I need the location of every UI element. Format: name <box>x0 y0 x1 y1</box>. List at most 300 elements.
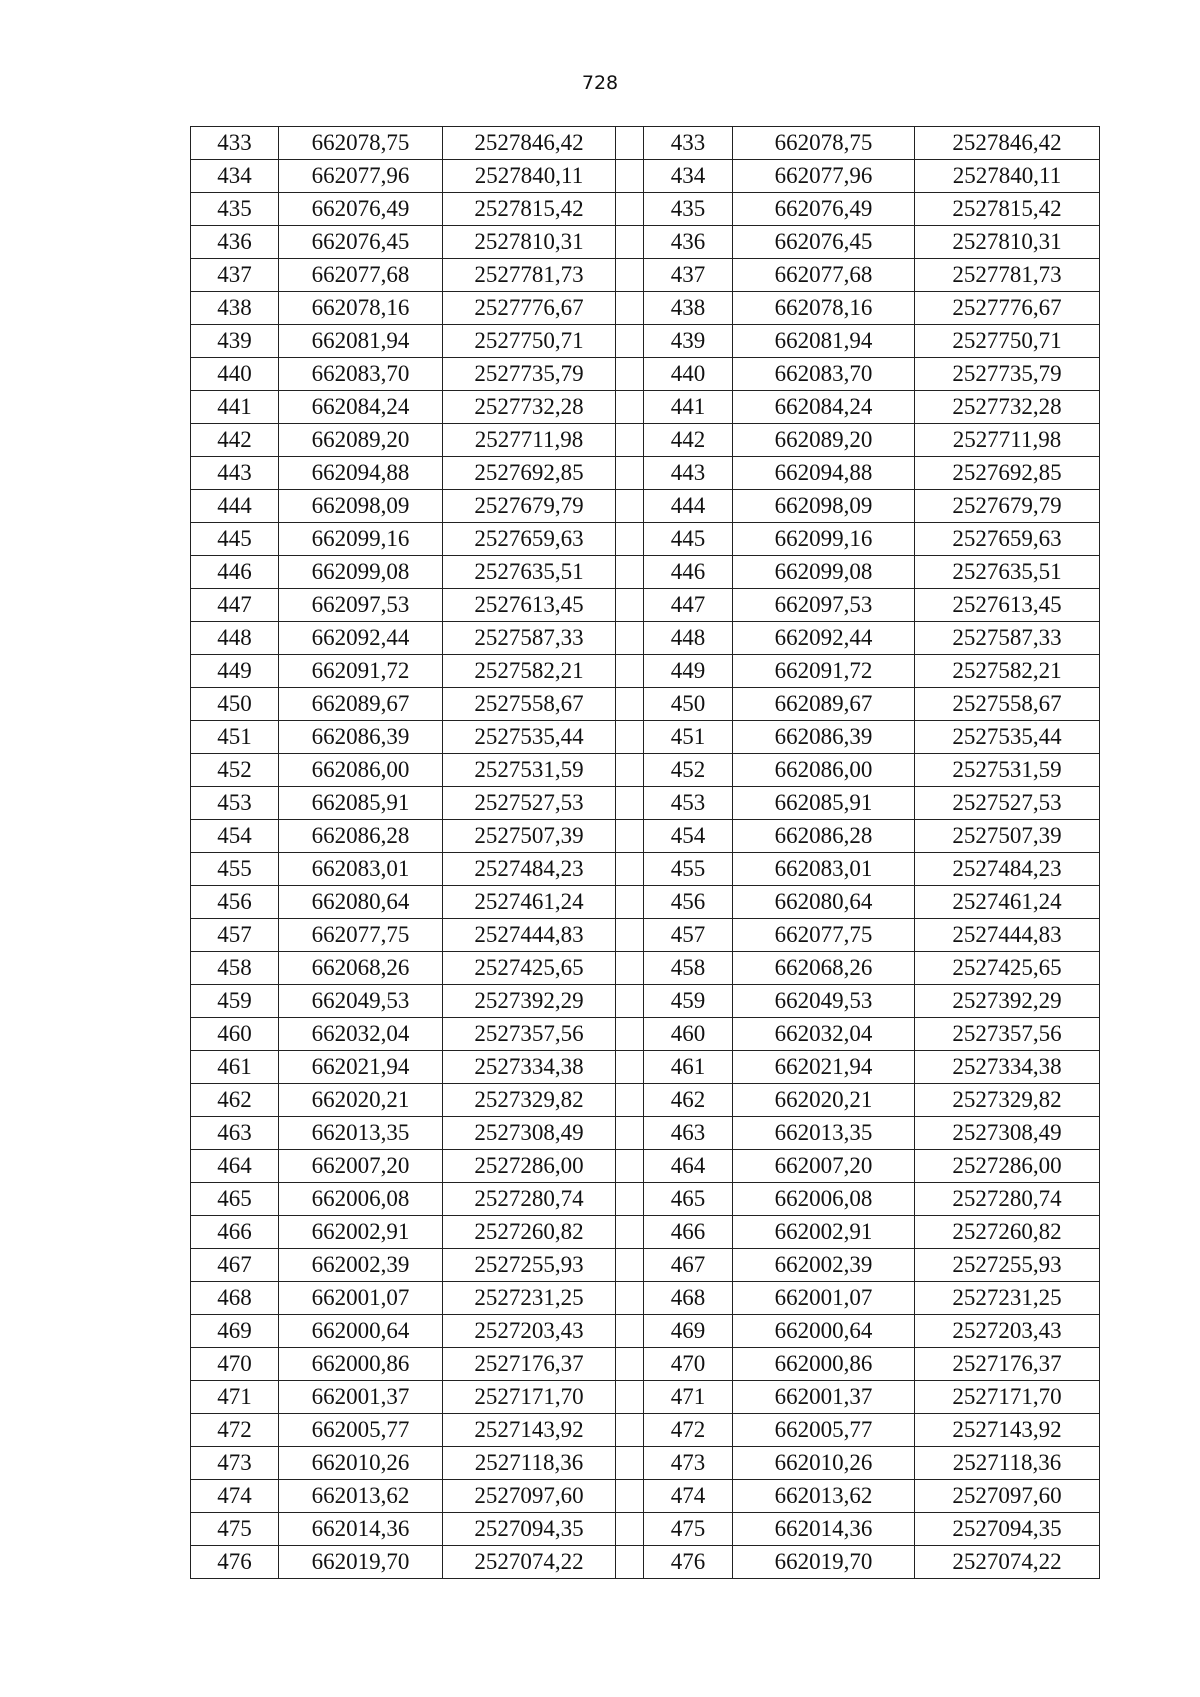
point-number-left-cell: 463 <box>191 1117 279 1150</box>
x-coordinate-left-cell: 662099,16 <box>279 523 443 556</box>
separator-cell-cell <box>616 1381 644 1414</box>
y-coordinate-right-cell: 2527484,23 <box>915 853 1100 886</box>
y-coordinate-right-cell: 2527461,24 <box>915 886 1100 919</box>
y-coordinate-right-cell: 2527171,70 <box>915 1381 1100 1414</box>
separator-cell-cell <box>616 688 644 721</box>
point-number-left-cell: 439 <box>191 325 279 358</box>
table-row <box>191 721 1100 754</box>
x-coordinate-right-cell: 662032,04 <box>733 1018 915 1051</box>
point-number-left-cell: 472 <box>191 1414 279 1447</box>
separator-cell-cell <box>616 556 644 589</box>
separator-cell-cell <box>616 754 644 787</box>
y-coordinate-left-cell: 2527527,53 <box>443 787 616 820</box>
x-coordinate-right-cell: 662020,21 <box>733 1084 915 1117</box>
x-coordinate-right-cell: 662076,49 <box>733 193 915 226</box>
table-row <box>191 127 1100 160</box>
separator-cell-cell <box>616 292 644 325</box>
x-coordinate-left-cell: 662013,62 <box>279 1480 443 1513</box>
y-coordinate-right-cell: 2527735,79 <box>915 358 1100 391</box>
point-number-left-cell: 449 <box>191 655 279 688</box>
x-coordinate-right-cell: 662014,36 <box>733 1513 915 1546</box>
point-number-right-cell: 471 <box>644 1381 733 1414</box>
y-coordinate-right-cell: 2527750,71 <box>915 325 1100 358</box>
point-number-left-cell: 464 <box>191 1150 279 1183</box>
point-number-left-cell: 448 <box>191 622 279 655</box>
point-number-left-cell: 476 <box>191 1546 279 1579</box>
point-number-right-cell: 439 <box>644 325 733 358</box>
point-number-left-cell: 451 <box>191 721 279 754</box>
x-coordinate-right-cell: 662049,53 <box>733 985 915 1018</box>
y-coordinate-left-cell: 2527231,25 <box>443 1282 616 1315</box>
separator-cell-cell <box>616 1084 644 1117</box>
point-number-left-cell: 470 <box>191 1348 279 1381</box>
y-coordinate-right-cell: 2527097,60 <box>915 1480 1100 1513</box>
separator-cell-cell <box>616 1513 644 1546</box>
x-coordinate-left-cell: 662007,20 <box>279 1150 443 1183</box>
point-number-left-cell: 458 <box>191 952 279 985</box>
x-coordinate-right-cell: 662077,75 <box>733 919 915 952</box>
point-number-left-cell: 461 <box>191 1051 279 1084</box>
x-coordinate-left-cell: 662013,35 <box>279 1117 443 1150</box>
point-number-right-cell: 442 <box>644 424 733 457</box>
table-row <box>191 259 1100 292</box>
separator-cell-cell <box>616 127 644 160</box>
point-number-right-cell: 463 <box>644 1117 733 1150</box>
point-number-left-cell: 454 <box>191 820 279 853</box>
x-coordinate-left-cell: 662077,96 <box>279 160 443 193</box>
point-number-right-cell: 448 <box>644 622 733 655</box>
table-row <box>191 1282 1100 1315</box>
y-coordinate-left-cell: 2527176,37 <box>443 1348 616 1381</box>
table-row <box>191 1546 1100 1579</box>
y-coordinate-right-cell: 2527255,93 <box>915 1249 1100 1282</box>
x-coordinate-left-cell: 662000,64 <box>279 1315 443 1348</box>
separator-cell-cell <box>616 1183 644 1216</box>
x-coordinate-left-cell: 662077,75 <box>279 919 443 952</box>
separator-cell-cell <box>616 886 644 919</box>
table-row <box>191 325 1100 358</box>
separator-cell-cell <box>616 1117 644 1150</box>
y-coordinate-right-cell: 2527425,65 <box>915 952 1100 985</box>
table-row <box>191 655 1100 688</box>
separator-cell-cell <box>616 1018 644 1051</box>
separator-cell-cell <box>616 523 644 556</box>
y-coordinate-right-cell: 2527679,79 <box>915 490 1100 523</box>
x-coordinate-right-cell: 662002,39 <box>733 1249 915 1282</box>
separator-cell-cell <box>616 919 644 952</box>
x-coordinate-left-cell: 662032,04 <box>279 1018 443 1051</box>
x-coordinate-left-cell: 662049,53 <box>279 985 443 1018</box>
point-number-left-cell: 467 <box>191 1249 279 1282</box>
point-number-right-cell: 450 <box>644 688 733 721</box>
x-coordinate-right-cell: 662000,64 <box>733 1315 915 1348</box>
point-number-right-cell: 443 <box>644 457 733 490</box>
y-coordinate-right-cell: 2527659,63 <box>915 523 1100 556</box>
point-number-left-cell: 460 <box>191 1018 279 1051</box>
y-coordinate-left-cell: 2527711,98 <box>443 424 616 457</box>
point-number-left-cell: 450 <box>191 688 279 721</box>
point-number-right-cell: 434 <box>644 160 733 193</box>
x-coordinate-right-cell: 662097,53 <box>733 589 915 622</box>
y-coordinate-right-cell: 2527846,42 <box>915 127 1100 160</box>
y-coordinate-left-cell: 2527171,70 <box>443 1381 616 1414</box>
table-row <box>191 358 1100 391</box>
point-number-left-cell: 471 <box>191 1381 279 1414</box>
x-coordinate-left-cell: 662083,01 <box>279 853 443 886</box>
x-coordinate-right-cell: 662000,86 <box>733 1348 915 1381</box>
x-coordinate-left-cell: 662014,36 <box>279 1513 443 1546</box>
page-number: 728 <box>581 72 619 94</box>
x-coordinate-right-cell: 662007,20 <box>733 1150 915 1183</box>
table-row <box>191 589 1100 622</box>
table-row <box>191 1084 1100 1117</box>
y-coordinate-right-cell: 2527143,92 <box>915 1414 1100 1447</box>
y-coordinate-right-cell: 2527308,49 <box>915 1117 1100 1150</box>
x-coordinate-right-cell: 662099,16 <box>733 523 915 556</box>
y-coordinate-left-cell: 2527815,42 <box>443 193 616 226</box>
x-coordinate-left-cell: 662021,94 <box>279 1051 443 1084</box>
y-coordinate-right-cell: 2527810,31 <box>915 226 1100 259</box>
y-coordinate-left-cell: 2527659,63 <box>443 523 616 556</box>
x-coordinate-left-cell: 662002,39 <box>279 1249 443 1282</box>
point-number-right-cell: 444 <box>644 490 733 523</box>
x-coordinate-left-cell: 662092,44 <box>279 622 443 655</box>
x-coordinate-left-cell: 662076,49 <box>279 193 443 226</box>
point-number-left-cell: 442 <box>191 424 279 457</box>
point-number-right-cell: 472 <box>644 1414 733 1447</box>
table-row <box>191 1216 1100 1249</box>
y-coordinate-left-cell: 2527692,85 <box>443 457 616 490</box>
x-coordinate-right-cell: 662078,75 <box>733 127 915 160</box>
x-coordinate-right-cell: 662006,08 <box>733 1183 915 1216</box>
y-coordinate-left-cell: 2527255,93 <box>443 1249 616 1282</box>
x-coordinate-left-cell: 662019,70 <box>279 1546 443 1579</box>
x-coordinate-right-cell: 662010,26 <box>733 1447 915 1480</box>
point-number-left-cell: 445 <box>191 523 279 556</box>
y-coordinate-right-cell: 2527118,36 <box>915 1447 1100 1480</box>
x-coordinate-left-cell: 662002,91 <box>279 1216 443 1249</box>
separator-cell-cell <box>616 1315 644 1348</box>
x-coordinate-right-cell: 662001,37 <box>733 1381 915 1414</box>
y-coordinate-left-cell: 2527260,82 <box>443 1216 616 1249</box>
table-row <box>191 1249 1100 1282</box>
point-number-left-cell: 435 <box>191 193 279 226</box>
separator-cell-cell <box>616 1348 644 1381</box>
separator-cell-cell <box>616 226 644 259</box>
x-coordinate-right-cell: 662099,08 <box>733 556 915 589</box>
separator-cell-cell <box>616 1282 644 1315</box>
separator-cell-cell <box>616 1051 644 1084</box>
x-coordinate-right-cell: 662083,70 <box>733 358 915 391</box>
table-row <box>191 391 1100 424</box>
x-coordinate-right-cell: 662078,16 <box>733 292 915 325</box>
table-row <box>191 1051 1100 1084</box>
table-row <box>191 919 1100 952</box>
x-coordinate-left-cell: 662098,09 <box>279 490 443 523</box>
x-coordinate-right-cell: 662085,91 <box>733 787 915 820</box>
y-coordinate-left-cell: 2527613,45 <box>443 589 616 622</box>
x-coordinate-right-cell: 662077,68 <box>733 259 915 292</box>
x-coordinate-left-cell: 662086,39 <box>279 721 443 754</box>
x-coordinate-left-cell: 662068,26 <box>279 952 443 985</box>
x-coordinate-left-cell: 662099,08 <box>279 556 443 589</box>
separator-cell-cell <box>616 1480 644 1513</box>
y-coordinate-right-cell: 2527558,67 <box>915 688 1100 721</box>
y-coordinate-left-cell: 2527074,22 <box>443 1546 616 1579</box>
point-number-right-cell: 470 <box>644 1348 733 1381</box>
separator-cell-cell <box>616 655 644 688</box>
point-number-right-cell: 462 <box>644 1084 733 1117</box>
point-number-right-cell: 458 <box>644 952 733 985</box>
y-coordinate-left-cell: 2527846,42 <box>443 127 616 160</box>
y-coordinate-right-cell: 2527635,51 <box>915 556 1100 589</box>
y-coordinate-left-cell: 2527392,29 <box>443 985 616 1018</box>
y-coordinate-left-cell: 2527286,00 <box>443 1150 616 1183</box>
table-row <box>191 1348 1100 1381</box>
x-coordinate-left-cell: 662001,37 <box>279 1381 443 1414</box>
point-number-left-cell: 437 <box>191 259 279 292</box>
x-coordinate-right-cell: 662013,35 <box>733 1117 915 1150</box>
x-coordinate-left-cell: 662076,45 <box>279 226 443 259</box>
point-number-left-cell: 475 <box>191 1513 279 1546</box>
x-coordinate-right-cell: 662098,09 <box>733 490 915 523</box>
point-number-right-cell: 445 <box>644 523 733 556</box>
separator-cell-cell <box>616 1249 644 1282</box>
y-coordinate-left-cell: 2527329,82 <box>443 1084 616 1117</box>
x-coordinate-left-cell: 662086,00 <box>279 754 443 787</box>
point-number-left-cell: 466 <box>191 1216 279 1249</box>
x-coordinate-right-cell: 662001,07 <box>733 1282 915 1315</box>
x-coordinate-right-cell: 662013,62 <box>733 1480 915 1513</box>
table-row <box>191 1150 1100 1183</box>
table-row <box>191 853 1100 886</box>
y-coordinate-right-cell: 2527357,56 <box>915 1018 1100 1051</box>
separator-cell-cell <box>616 259 644 292</box>
x-coordinate-left-cell: 662077,68 <box>279 259 443 292</box>
y-coordinate-right-cell: 2527329,82 <box>915 1084 1100 1117</box>
x-coordinate-left-cell: 662085,91 <box>279 787 443 820</box>
y-coordinate-left-cell: 2527118,36 <box>443 1447 616 1480</box>
point-number-right-cell: 456 <box>644 886 733 919</box>
y-coordinate-left-cell: 2527280,74 <box>443 1183 616 1216</box>
x-coordinate-right-cell: 662005,77 <box>733 1414 915 1447</box>
y-coordinate-left-cell: 2527507,39 <box>443 820 616 853</box>
y-coordinate-left-cell: 2527444,83 <box>443 919 616 952</box>
x-coordinate-left-cell: 662006,08 <box>279 1183 443 1216</box>
point-number-right-cell: 476 <box>644 1546 733 1579</box>
y-coordinate-right-cell: 2527711,98 <box>915 424 1100 457</box>
separator-cell-cell <box>616 1447 644 1480</box>
point-number-left-cell: 433 <box>191 127 279 160</box>
y-coordinate-right-cell: 2527286,00 <box>915 1150 1100 1183</box>
point-number-left-cell: 469 <box>191 1315 279 1348</box>
table-row <box>191 523 1100 556</box>
separator-cell-cell <box>616 325 644 358</box>
point-number-left-cell: 474 <box>191 1480 279 1513</box>
y-coordinate-left-cell: 2527461,24 <box>443 886 616 919</box>
table-body <box>191 127 1100 1579</box>
table-row <box>191 985 1100 1018</box>
table-row <box>191 292 1100 325</box>
x-coordinate-right-cell: 662084,24 <box>733 391 915 424</box>
separator-cell-cell <box>616 589 644 622</box>
x-coordinate-right-cell: 662081,94 <box>733 325 915 358</box>
separator-cell-cell <box>616 853 644 886</box>
y-coordinate-right-cell: 2527203,43 <box>915 1315 1100 1348</box>
y-coordinate-right-cell: 2527840,11 <box>915 160 1100 193</box>
point-number-right-cell: 437 <box>644 259 733 292</box>
table-row <box>191 754 1100 787</box>
table-row <box>191 1513 1100 1546</box>
x-coordinate-right-cell: 662086,39 <box>733 721 915 754</box>
point-number-right-cell: 440 <box>644 358 733 391</box>
x-coordinate-left-cell: 662094,88 <box>279 457 443 490</box>
y-coordinate-right-cell: 2527531,59 <box>915 754 1100 787</box>
y-coordinate-left-cell: 2527097,60 <box>443 1480 616 1513</box>
separator-cell-cell <box>616 787 644 820</box>
table-row <box>191 886 1100 919</box>
y-coordinate-left-cell: 2527587,33 <box>443 622 616 655</box>
point-number-right-cell: 441 <box>644 391 733 424</box>
x-coordinate-left-cell: 662078,16 <box>279 292 443 325</box>
y-coordinate-left-cell: 2527840,11 <box>443 160 616 193</box>
x-coordinate-right-cell: 662080,64 <box>733 886 915 919</box>
point-number-right-cell: 469 <box>644 1315 733 1348</box>
y-coordinate-left-cell: 2527308,49 <box>443 1117 616 1150</box>
x-coordinate-left-cell: 662089,20 <box>279 424 443 457</box>
point-number-right-cell: 455 <box>644 853 733 886</box>
y-coordinate-right-cell: 2527392,29 <box>915 985 1100 1018</box>
x-coordinate-right-cell: 662002,91 <box>733 1216 915 1249</box>
y-coordinate-right-cell: 2527444,83 <box>915 919 1100 952</box>
point-number-left-cell: 436 <box>191 226 279 259</box>
point-number-left-cell: 462 <box>191 1084 279 1117</box>
point-number-left-cell: 443 <box>191 457 279 490</box>
x-coordinate-right-cell: 662068,26 <box>733 952 915 985</box>
table-row <box>191 952 1100 985</box>
y-coordinate-right-cell: 2527587,33 <box>915 622 1100 655</box>
point-number-right-cell: 438 <box>644 292 733 325</box>
y-coordinate-left-cell: 2527750,71 <box>443 325 616 358</box>
point-number-right-cell: 460 <box>644 1018 733 1051</box>
x-coordinate-right-cell: 662094,88 <box>733 457 915 490</box>
point-number-right-cell: 474 <box>644 1480 733 1513</box>
x-coordinate-left-cell: 662089,67 <box>279 688 443 721</box>
point-number-left-cell: 468 <box>191 1282 279 1315</box>
point-number-right-cell: 449 <box>644 655 733 688</box>
point-number-right-cell: 461 <box>644 1051 733 1084</box>
y-coordinate-left-cell: 2527558,67 <box>443 688 616 721</box>
point-number-right-cell: 436 <box>644 226 733 259</box>
x-coordinate-left-cell: 662086,28 <box>279 820 443 853</box>
point-number-right-cell: 457 <box>644 919 733 952</box>
y-coordinate-right-cell: 2527613,45 <box>915 589 1100 622</box>
y-coordinate-left-cell: 2527203,43 <box>443 1315 616 1348</box>
point-number-left-cell: 453 <box>191 787 279 820</box>
x-coordinate-right-cell: 662092,44 <box>733 622 915 655</box>
y-coordinate-left-cell: 2527732,28 <box>443 391 616 424</box>
y-coordinate-left-cell: 2527635,51 <box>443 556 616 589</box>
x-coordinate-left-cell: 662078,75 <box>279 127 443 160</box>
y-coordinate-right-cell: 2527176,37 <box>915 1348 1100 1381</box>
x-coordinate-right-cell: 662086,28 <box>733 820 915 853</box>
x-coordinate-right-cell: 662021,94 <box>733 1051 915 1084</box>
separator-cell-cell <box>616 721 644 754</box>
x-coordinate-right-cell: 662086,00 <box>733 754 915 787</box>
separator-cell-cell <box>616 820 644 853</box>
x-coordinate-right-cell: 662083,01 <box>733 853 915 886</box>
y-coordinate-left-cell: 2527094,35 <box>443 1513 616 1546</box>
coordinates-table <box>190 126 1100 1579</box>
y-coordinate-left-cell: 2527357,56 <box>443 1018 616 1051</box>
y-coordinate-right-cell: 2527094,35 <box>915 1513 1100 1546</box>
table-row <box>191 1018 1100 1051</box>
point-number-left-cell: 447 <box>191 589 279 622</box>
y-coordinate-right-cell: 2527507,39 <box>915 820 1100 853</box>
y-coordinate-right-cell: 2527074,22 <box>915 1546 1100 1579</box>
y-coordinate-left-cell: 2527679,79 <box>443 490 616 523</box>
table-row <box>191 1381 1100 1414</box>
point-number-right-cell: 446 <box>644 556 733 589</box>
point-number-left-cell: 456 <box>191 886 279 919</box>
point-number-left-cell: 473 <box>191 1447 279 1480</box>
y-coordinate-left-cell: 2527334,38 <box>443 1051 616 1084</box>
table-row <box>191 1117 1100 1150</box>
y-coordinate-left-cell: 2527535,44 <box>443 721 616 754</box>
point-number-right-cell: 464 <box>644 1150 733 1183</box>
table-row <box>191 1447 1100 1480</box>
y-coordinate-right-cell: 2527280,74 <box>915 1183 1100 1216</box>
point-number-right-cell: 435 <box>644 193 733 226</box>
separator-cell-cell <box>616 1150 644 1183</box>
point-number-left-cell: 440 <box>191 358 279 391</box>
x-coordinate-right-cell: 662077,96 <box>733 160 915 193</box>
y-coordinate-right-cell: 2527815,42 <box>915 193 1100 226</box>
separator-cell-cell <box>616 391 644 424</box>
separator-cell-cell <box>616 490 644 523</box>
point-number-right-cell: 454 <box>644 820 733 853</box>
point-number-left-cell: 444 <box>191 490 279 523</box>
x-coordinate-right-cell: 662089,67 <box>733 688 915 721</box>
x-coordinate-left-cell: 662000,86 <box>279 1348 443 1381</box>
point-number-left-cell: 434 <box>191 160 279 193</box>
table-row <box>191 1480 1100 1513</box>
separator-cell-cell <box>616 952 644 985</box>
table-row <box>191 820 1100 853</box>
separator-cell-cell <box>616 358 644 391</box>
x-coordinate-left-cell: 662081,94 <box>279 325 443 358</box>
point-number-left-cell: 452 <box>191 754 279 787</box>
point-number-right-cell: 475 <box>644 1513 733 1546</box>
y-coordinate-left-cell: 2527425,65 <box>443 952 616 985</box>
x-coordinate-right-cell: 662019,70 <box>733 1546 915 1579</box>
y-coordinate-left-cell: 2527781,73 <box>443 259 616 292</box>
table-row <box>191 226 1100 259</box>
x-coordinate-left-cell: 662020,21 <box>279 1084 443 1117</box>
y-coordinate-right-cell: 2527732,28 <box>915 391 1100 424</box>
table-row <box>191 193 1100 226</box>
x-coordinate-right-cell: 662089,20 <box>733 424 915 457</box>
x-coordinate-left-cell: 662091,72 <box>279 655 443 688</box>
separator-cell-cell <box>616 424 644 457</box>
point-number-right-cell: 433 <box>644 127 733 160</box>
point-number-left-cell: 446 <box>191 556 279 589</box>
point-number-right-cell: 459 <box>644 985 733 1018</box>
y-coordinate-right-cell: 2527582,21 <box>915 655 1100 688</box>
point-number-right-cell: 466 <box>644 1216 733 1249</box>
table-row <box>191 622 1100 655</box>
y-coordinate-right-cell: 2527692,85 <box>915 457 1100 490</box>
